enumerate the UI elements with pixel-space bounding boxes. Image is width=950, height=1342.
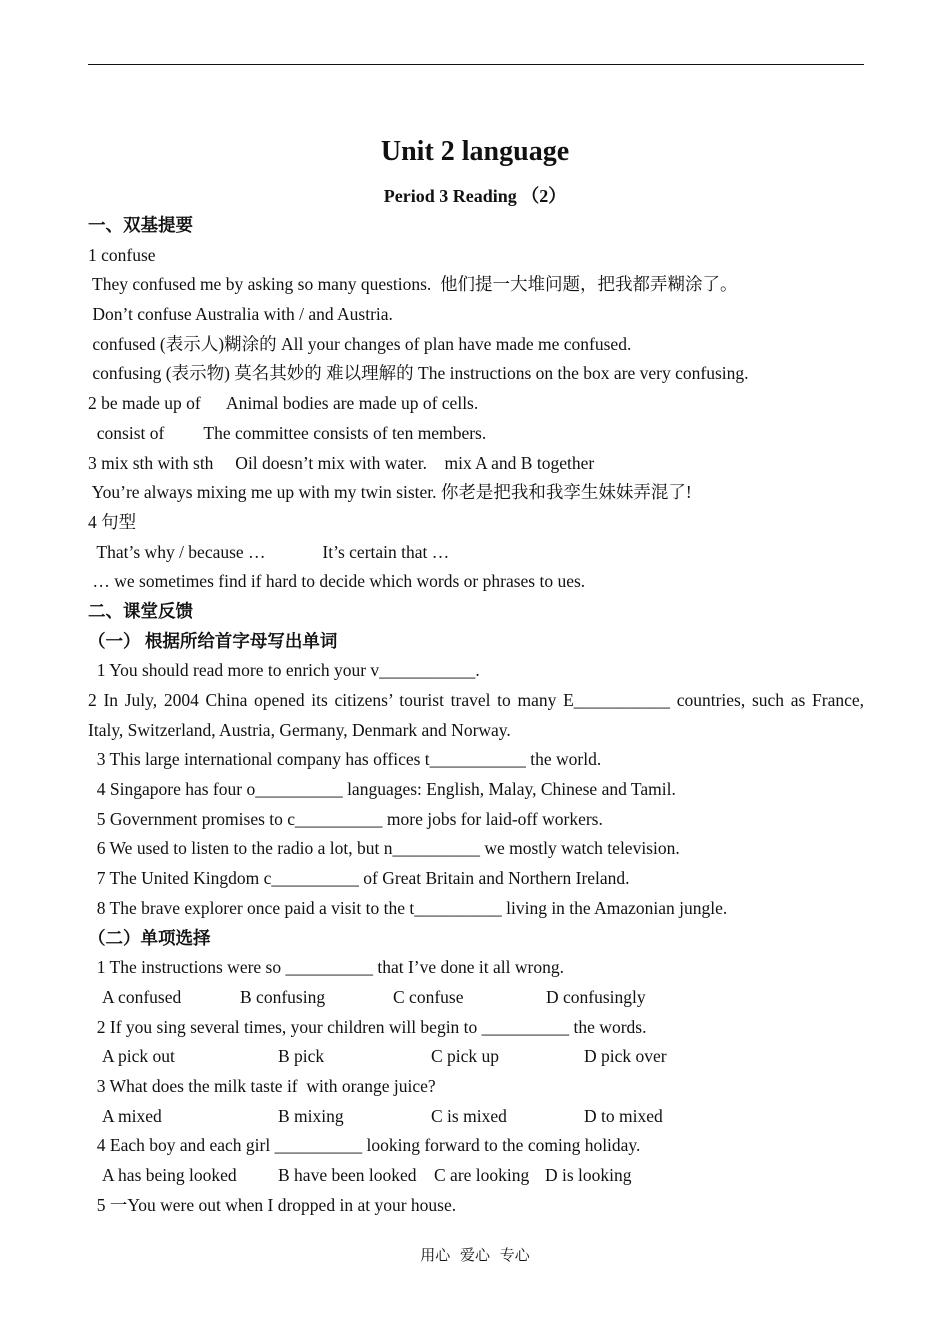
question-line: 6 We used to listen to the radio a lot, but n__________ we mostly watch television. <box>88 838 680 859</box>
option-a: A has being looked <box>102 1165 237 1186</box>
text-line: You’re always mixing me up with my twin sister. 你老是把我和我孪生妹妹弄混了! <box>88 482 692 503</box>
text-line: 3 mix sth with sth Oil doesn’t mix with water. mix A and B together <box>88 452 595 473</box>
subsection-heading: （一） 根据所给首字母写出单词 <box>88 630 338 651</box>
option-a: A confused <box>102 986 182 1007</box>
text-line: They confused me by asking so many questions. 他们提一大堆问题，把我都弄糊涂了。 <box>88 274 738 295</box>
question-stem: 2 If you sing several times, your children will begin to __________ the words. <box>88 1016 647 1037</box>
option-c: C pick up <box>431 1046 500 1067</box>
option-b: B pick <box>278 1046 325 1067</box>
page-subtitle: Period 3 Reading （2） <box>383 186 567 206</box>
question-line: 3 This large international company has offices t___________ the world. <box>88 749 602 770</box>
page-title: Unit 2 language <box>380 136 570 167</box>
page-footer: 用心 爱心 专心 <box>420 1248 530 1264</box>
option-b: B confusing <box>240 986 326 1007</box>
text-line: That’s why / because … It’s certain that … <box>88 541 450 562</box>
option-c: C is mixed <box>431 1105 507 1126</box>
text-line: 1 confuse <box>88 244 156 265</box>
text-line: 4 句型 <box>88 511 137 532</box>
header-rule <box>88 64 864 65</box>
option-b: B have been looked <box>278 1165 417 1186</box>
question-stem: 3 What does the milk taste if with orange juice? <box>88 1075 436 1096</box>
option-d: D pick over <box>584 1046 667 1067</box>
option-a: A mixed <box>102 1105 162 1126</box>
question-stem: 5 一You were out when I dropped in at your house. <box>88 1194 457 1215</box>
question-stem: 4 Each boy and each girl __________ looking forward to the coming holiday. <box>88 1135 641 1156</box>
option-b: B mixing <box>278 1105 344 1126</box>
question-line: 8 The brave explorer once paid a visit to the t__________ living in the Amazonian jungle. <box>88 897 728 918</box>
question-line: 2 In July, 2004 China opened its citizens’ tourist travel to many E___________ countries, such as France, Italy, Switzerland, Austria, Germany, Denmark and Norway. <box>88 690 864 740</box>
option-row <box>88 1102 864 1132</box>
text-line: 2 be made up of Animal bodies are made up of cells. <box>88 393 479 414</box>
subsection-heading: （二）单项选择 <box>88 927 211 948</box>
text-line: confusing (表示物) 莫名其妙的 难以理解的 The instructions on the box are very confusing. <box>88 363 749 384</box>
document-body <box>88 211 864 1220</box>
question-line: 1 You should read more to enrich your v___________. <box>88 660 480 681</box>
option-row <box>88 1042 864 1072</box>
question-line: 5 Government promises to c__________ more jobs for laid-off workers. <box>88 808 603 829</box>
section-heading: 一、双基提要 <box>88 215 193 235</box>
text-line: consist of The committee consists of ten members. <box>88 422 487 443</box>
option-d: D to mixed <box>584 1105 663 1126</box>
text-line: … we sometimes find if hard to decide which words or phrases to ues. <box>88 571 586 592</box>
text-line: confused (表示人)糊涂的 All your changes of plan have made me confused. <box>88 333 632 354</box>
question-stem: 1 The instructions were so __________ that I’ve done it all wrong. <box>88 957 564 978</box>
question-line: 7 The United Kingdom c__________ of Great Britain and Northern Ireland. <box>88 868 630 889</box>
option-a: A pick out <box>102 1046 175 1067</box>
option-row <box>88 1161 864 1191</box>
option-c: C are looking <box>434 1165 530 1186</box>
section-heading: 二、课堂反馈 <box>88 600 193 621</box>
text-line: Don’t confuse Australia with / and Austria. <box>88 304 393 325</box>
option-row <box>88 983 864 1013</box>
option-d: D is looking <box>545 1165 632 1186</box>
option-c: C confuse <box>393 986 464 1007</box>
question-line: 4 Singapore has four o__________ languages: English, Malay, Chinese and Tamil. <box>88 779 676 800</box>
option-d: D confusingly <box>546 986 646 1007</box>
